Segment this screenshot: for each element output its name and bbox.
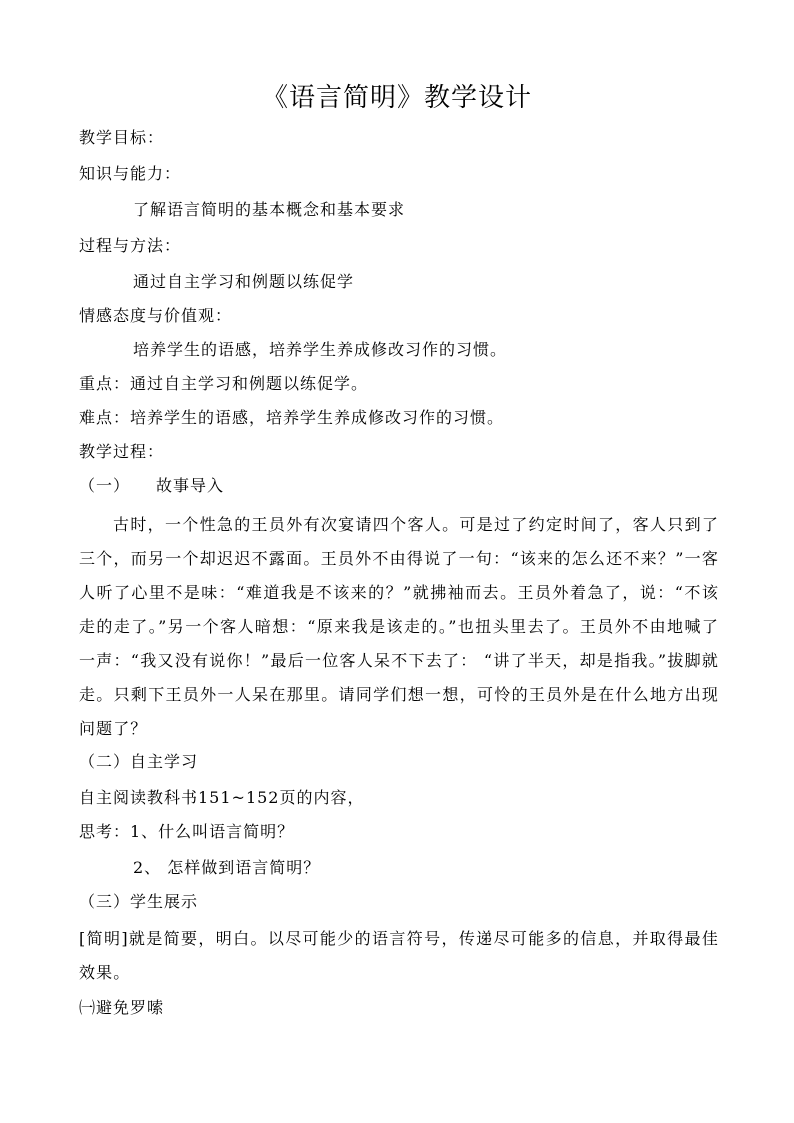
section1-heading: （一） 故事导入: [79, 476, 225, 495]
page-title: 《语言简明》教学设计: [261, 83, 532, 113]
knowledge-heading: 知识与能力：: [79, 164, 182, 183]
process-text: 通过自主学习和例题以练促学: [133, 272, 355, 291]
knowledge-text: 了解语言简明的基本概念和基本要求: [133, 200, 406, 219]
process-heading: 过程与方法：: [79, 236, 182, 255]
definition-paragraph: [简明]就是简要，明白。以尽可能少的语言符号，传递尽可能多的信息，并取得最佳效果。: [79, 929, 719, 982]
read-instruction: 自主阅读教科书151~152页的内容，: [79, 788, 365, 807]
section2-heading: （二）自主学习: [79, 752, 199, 771]
think-question-1: 思考：1、什么叫语言简明？: [79, 822, 295, 841]
difficulty-point: 难点：培养学生的语感，培养学生养成修改习作的习惯。: [79, 408, 505, 427]
emotion-text: 培养学生的语感，培养学生养成修改习作的习惯。: [133, 340, 508, 359]
section3-heading: （三）学生展示: [79, 892, 199, 911]
teaching-process-heading: 教学过程：: [79, 442, 165, 461]
objectives-heading: 教学目标：: [79, 128, 165, 147]
emotion-heading: 情感态度与价值观：: [79, 306, 233, 325]
point-1: ㈠避免罗嗦: [79, 998, 165, 1017]
key-point: 重点：通过自主学习和例题以练促学。: [79, 374, 369, 393]
think-question-2: 2、 怎样做到语言简明？: [133, 858, 321, 877]
story-paragraph: [79, 508, 719, 746]
story-text: 古时，一个性急的王员外有次宴请四个客人。可是过了约定时间了，客人只到了三个，而另一个却迟迟不露面。王员外不由得说了一句：“该来的怎么还不来？”一客人听了心里不是味：“难道我是不该来的？”就拂袖而去。王员外着急了，说：“不该走的走了。”另一个客人暗想：“原来我是该走的。”也扭头里去了。王员外不由地喊了一声：“我又没有说你！”最后一位客人呆不下去了： “讲了半天，却是指我。”拔脚就走。只剩下王员外一人呆在那里。请同学们想一想，可怜的王员外是在什么地方出现问题了？: [79, 515, 719, 738]
